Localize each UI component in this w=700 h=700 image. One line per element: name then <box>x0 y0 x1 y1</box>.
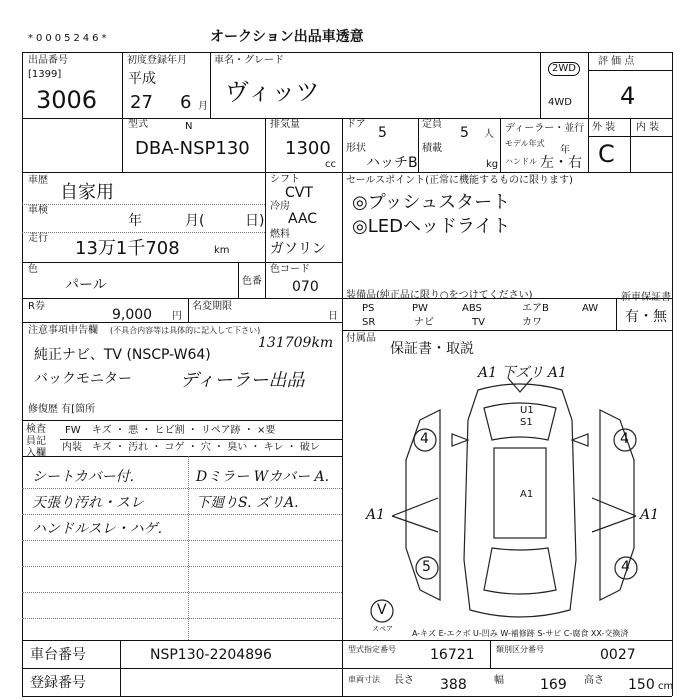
tire-rear-left: 5 <box>422 559 431 575</box>
equipment-label: 装備品(純正品に限り○をつけてください) <box>346 290 533 301</box>
height-value: 150 <box>628 677 655 693</box>
dealer-label: ディーラー・並行 <box>505 123 585 134</box>
length-value: 388 <box>440 677 467 693</box>
inspector-label: 検査員記入欄 <box>26 424 46 459</box>
usage-label: 車歴 <box>28 175 48 186</box>
new-car-warranty-label: 新車保証書 <box>621 292 671 303</box>
aircon-value: AAC <box>288 211 318 227</box>
reg-change-suffix: 日 <box>328 311 338 322</box>
recycle-label: R券 <box>28 301 45 312</box>
hand-note-2: 天張り汚れ・スレ <box>32 495 144 511</box>
first-reg-label: 初度登録年月 <box>127 55 187 66</box>
handle-label: ハンドル <box>505 157 537 166</box>
category-label: 類別区分番号 <box>496 645 544 654</box>
shape-value: ハッチB <box>366 155 418 171</box>
diagram-s1: S1 <box>520 417 533 428</box>
recycle-unit: 円 <box>172 311 182 322</box>
diagram-left-a1: A1 <box>366 507 386 523</box>
spare-label: スペア <box>372 625 393 633</box>
aircon-label: 冷房 <box>270 201 290 212</box>
shape-label: 形状 <box>346 143 366 154</box>
attached-label: 付属品 <box>346 333 376 344</box>
notes-label: 注意事項申告欄 <box>28 325 98 336</box>
repair-history: 修復歴 有[箇所 <box>28 404 96 415</box>
displacement-label: 排気量 <box>270 119 300 130</box>
new-car-warranty-value: 有・無 <box>625 309 667 325</box>
diagram-a1: A1 <box>520 489 534 500</box>
model-value: DBA-NSP130 <box>135 138 250 159</box>
equipment-tv: TV <box>472 317 485 328</box>
displacement-unit: cc <box>325 159 336 170</box>
diagram-u1: U1 <box>520 405 534 416</box>
interior-check-text: キズ ・ 汚れ ・ コゲ ・ 穴 ・ 臭い ・ キレ ・ 破レ <box>92 442 320 453</box>
lot-label: 出品番号 <box>28 55 68 66</box>
model-prefix: N <box>185 121 193 132</box>
chassis-label: 車台番号 <box>30 647 86 663</box>
inspection-month: 月( <box>185 213 205 229</box>
doors-value: 5 <box>378 125 387 141</box>
category-value: 0027 <box>600 647 636 663</box>
serial-number: *0005246* <box>28 33 110 44</box>
reg-change-label: 名変期限 <box>192 301 232 312</box>
mileage-unit: km <box>214 245 230 256</box>
capacity-label: 定員 <box>422 119 442 130</box>
selling-point-1: ◎プッシュスタート <box>352 192 511 213</box>
first-reg-era: 平成 <box>128 71 156 87</box>
color-label: 色 <box>28 264 38 275</box>
tire-rear-right: 4 <box>621 559 630 575</box>
registration-label: 登録番号 <box>30 675 86 691</box>
interior-check-label: 内装 <box>62 442 82 453</box>
notes-line-2: バックモニター <box>34 371 132 387</box>
exterior-value: C <box>598 140 615 168</box>
sheet-title: オークション出品車透意 <box>210 29 364 45</box>
first-reg-month: 6 <box>180 92 192 113</box>
interior-label: 内 装 <box>636 122 660 133</box>
usage-value: 自家用 <box>60 182 114 203</box>
equipment-aw: AW <box>582 303 599 314</box>
tire-front-right: 4 <box>620 431 629 447</box>
equipment-airbag: エアB <box>522 303 549 314</box>
fw-text: キズ ・ 悪 ・ ヒビ割 ・ リペア跡 ・ ×要 <box>92 425 276 436</box>
diagram-front: A1 下ズリ A1 <box>478 365 567 381</box>
attached-value: 保証書・取説 <box>390 341 474 357</box>
length-label: 長さ <box>394 675 414 686</box>
score-value: 4 <box>620 82 636 110</box>
load-label: 積載 <box>422 143 442 154</box>
first-reg-month-suffix: 月 <box>198 101 208 112</box>
damage-legend: A-キズ E-エクボ U-凹み W-補修跡 S-サビ C-腐食 XX-交換済 <box>412 629 629 638</box>
width-label: 幅 <box>494 675 504 686</box>
selling-points-label: セールスポイント(正常に機能するものに限ります) <box>346 175 573 186</box>
fw-label: FW <box>65 425 81 436</box>
equipment-sr: SR <box>362 317 376 328</box>
fuel-label: 燃料 <box>270 229 290 240</box>
tire-front-left: 4 <box>420 431 429 447</box>
inspection-label: 車検 <box>28 205 48 216</box>
model-designation-label: 型式指定番号 <box>348 645 396 654</box>
chassis-value: NSP130-2204896 <box>150 647 272 663</box>
notes-odometer: 131709km <box>258 335 334 351</box>
drive-4wd: 4WD <box>548 97 572 108</box>
shift-value: CVT <box>285 185 313 201</box>
fuel-value: ガソリン <box>270 241 326 257</box>
model-label: 型式 <box>128 119 148 130</box>
width-value: 169 <box>540 677 567 693</box>
equipment-abs: ABS <box>462 303 482 314</box>
model-year-label: モデル年式 <box>505 139 545 148</box>
capacity-value: 5 <box>460 125 469 141</box>
hand-note-5: 下廻りS. ズリA. <box>196 495 299 511</box>
tire-spare: V <box>377 602 387 618</box>
equipment-navi: ナビ <box>414 317 434 328</box>
notes-dealer: ディーラー出品 <box>180 370 305 391</box>
mileage-value: 13万1千708 <box>75 238 180 259</box>
shift-label: シフト <box>270 174 300 185</box>
equipment-ps: PS <box>362 303 375 314</box>
diagram-right-a1: A1 <box>640 507 660 523</box>
lot-sub: [1399] <box>28 69 62 80</box>
color-value: パール <box>65 277 107 293</box>
hand-note-1: シートカバー付. <box>32 469 135 485</box>
first-reg-year: 27 <box>130 92 153 113</box>
color-number-label: 色番 <box>242 276 262 287</box>
recycle-value: 9,000 <box>112 307 153 323</box>
mileage-label: 走行 <box>28 233 48 244</box>
lot-number: 3006 <box>36 86 98 114</box>
model-designation-value: 16721 <box>430 647 475 663</box>
drive-2wd: 2WD <box>548 62 580 76</box>
handle-value: 左・右 <box>540 155 582 171</box>
score-label: 評 価 点 <box>598 56 635 67</box>
year-label: 年 <box>560 145 570 156</box>
doors-label: ドア <box>346 119 366 130</box>
notes-line-1: 純正ナビ、TV (NSCP-W64) <box>34 347 211 363</box>
inspection-year: 年 <box>128 213 142 229</box>
hand-note-4: Dミラー Wカバー A. <box>196 469 330 485</box>
load-unit: kg <box>486 159 499 170</box>
color-code-label: 色コード <box>270 264 310 275</box>
car-name: ヴィッツ <box>225 78 320 106</box>
exterior-label: 外 装 <box>592 122 616 133</box>
dimension-unit: cm <box>658 681 674 692</box>
height-label: 高さ <box>584 675 604 686</box>
hand-note-3: ハンドルスレ・ハゲ. <box>32 521 163 537</box>
displacement-value: 1300 <box>285 138 331 159</box>
equipment-leather: カワ <box>522 317 542 328</box>
dimensions-label: 車両寸法 <box>348 675 380 684</box>
inspection-day: 日) <box>245 213 265 229</box>
car-name-label: 車名・グレード <box>214 55 284 66</box>
selling-point-2: ◎LEDヘッドライト <box>352 216 511 237</box>
notes-sublabel: (不具合内容等は具体的に記入して下さい) <box>110 326 261 335</box>
equipment-pw: PW <box>412 303 428 314</box>
capacity-unit: 人 <box>484 129 494 140</box>
color-code-value: 070 <box>292 279 319 295</box>
